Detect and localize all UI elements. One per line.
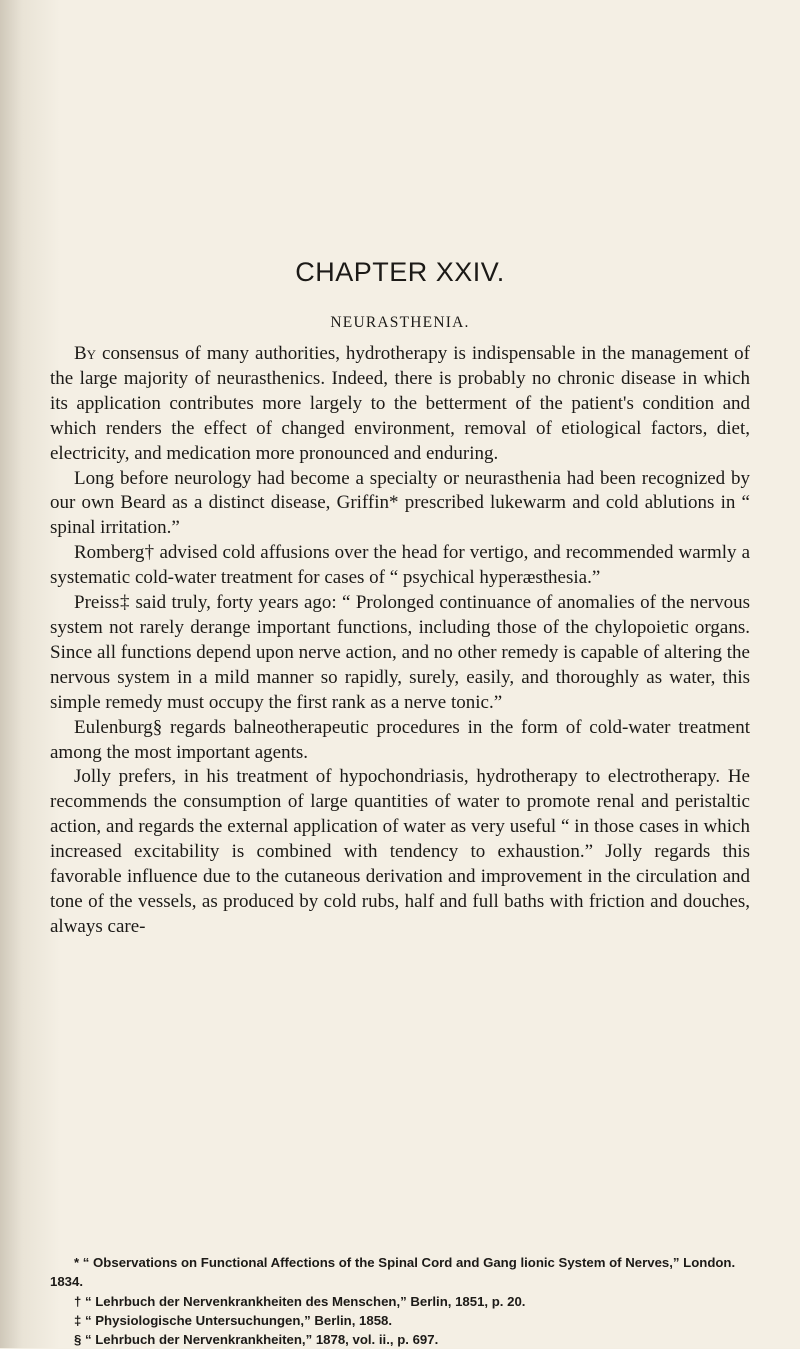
- paragraph: Preiss‡ said truly, forty years ago: “ Prolonged continuance of anomalies of the nervous system not rarely derange important functions, including those of the chylopoietic organs. Since all functions depend upon nerve action, and no other remedy is capable of altering the nervous system in a mild manner so rapidly, surely, easily, and thoroughly as water, this simple remedy must occupy the first rank as a nerve tonic.”: [50, 592, 750, 713]
- footnote: § “ Lehrbuch der Nervenkrankheiten,” 1878, vol. ii., p. 697.: [74, 1332, 439, 1348]
- footnote: ‡ “ Physiologische Untersuchungen,” Berlin, 1858.: [74, 1312, 393, 1328]
- paragraph-text: consensus of many authorities, hydrotherapy is indispensable in the management of the large majority of neurasthenics. Indeed, there is probably no chronic disease in which its application contributes more largely to the betterment of the patient's condition and which renders the effect of changed environment, removal of etiological factors, diet, electricity, and medication more pronounced and enduring.: [50, 343, 750, 464]
- body-text: [50, 342, 750, 940]
- footnote: † “ Lehrbuch der Nervenkrankheiten des Menschen,” Berlin, 1851, p. 20.: [74, 1293, 526, 1309]
- footnote: * “ Observations on Functional Affections of the Spinal Cord and Gang lionic System of Nerves,” London. 1834.: [50, 1255, 736, 1290]
- lead-word: By: [74, 343, 97, 364]
- paragraph: Jolly prefers, in his treatment of hypochondriasis, hydrotherapy to electrotherapy. He recommends the consumption of large quantities of water to promote renal and peristaltic action, and regards the external application of water as very useful “ in those cases in which increased excitability is combined with tendency to exhaustion.” Jolly regards this favorable influence due to the cutaneous derivation and improvement in the circulation and tone of the vessels, as produced by cold rubs, half and full baths with friction and douches, always care-: [50, 766, 750, 937]
- paragraph: [50, 342, 750, 467]
- chapter-title: CHAPTER XXIV.: [295, 257, 505, 287]
- paragraph: Romberg† advised cold affusions over the head for vertigo, and recommended warmly a systematic cold-water treatment for cases of “ psychical hyperæsthesia.”: [50, 542, 750, 589]
- paragraph: Eulenburg§ regards balneotherapeutic procedures in the form of cold-water treatment among the most important agents.: [50, 716, 750, 763]
- footnotes: [50, 1253, 750, 1349]
- chapter-subtitle: NEURASTHENIA.: [330, 314, 470, 331]
- paragraph: Long before neurology had become a specialty or neurasthenia had been recognized by our own Beard as a distinct disease, Griffin* prescribed lukewarm and cold ablutions in “ spinal irritation.”: [50, 467, 750, 539]
